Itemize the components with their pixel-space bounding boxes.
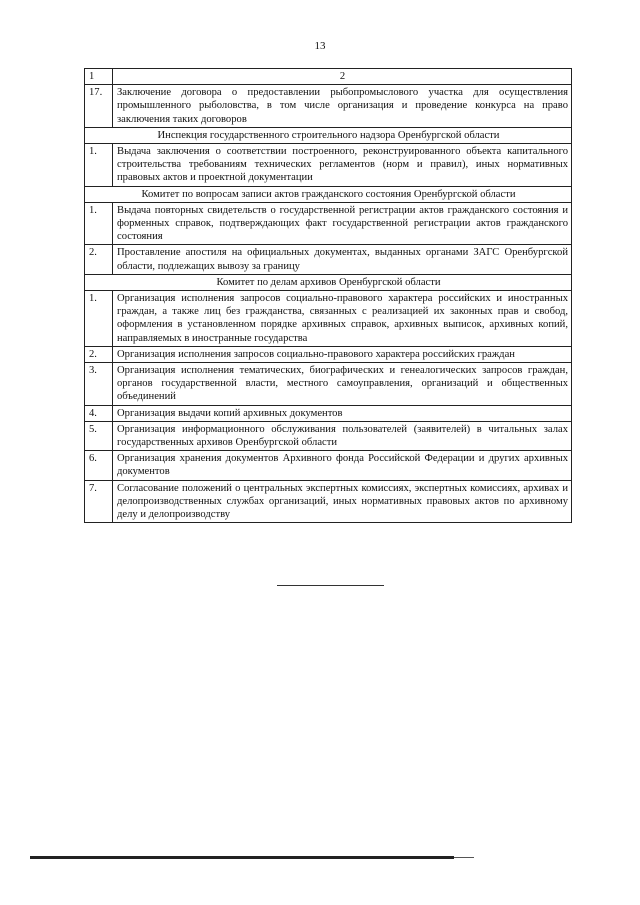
section-heading-row [85,186,572,202]
row-number: 3. [85,363,113,406]
row-number: 1. [85,291,113,347]
table-row [85,480,572,523]
table-row [85,144,572,187]
table-row [85,363,572,406]
service-description: Организация информационного обслуживания пользователей (заявителей) в читальных залах государственных архивов Оренбургской области [113,421,572,450]
service-description: Выдача заключения о соответствии построенного, реконструированного объекта капитального строительства требованиям технических регламентов (норм и правил), иных нормативных правовых актов и проектной документации [113,144,572,187]
service-description: Организация исполнения запросов социально-правового характера российских граждан [113,346,572,362]
service-description: Организация выдачи копий архивных документов [113,405,572,421]
service-description: Выдача повторных свидетельств о государственной регистрации актов гражданского состояния и форменных справок, подтверждающих факт государственной регистрации актов гражданского состояния [113,202,572,245]
row-number: 4. [85,405,113,421]
row-number: 7. [85,480,113,523]
row-number: 2. [85,245,113,274]
section-heading: Инспекция государственного строительного надзора Оренбургской области [85,127,572,143]
table-row [85,202,572,245]
services-table [84,68,572,523]
service-description: Проставление апостиля на официальных документах, выданных органами ЗАГС Оренбургской области, подлежащих вывозу за границу [113,245,572,274]
table-row [85,346,572,362]
row-number: 6. [85,451,113,480]
table-row [85,421,572,450]
scan-edge-line-tail [454,857,474,858]
section-heading: Комитет по делам архивов Оренбургской области [85,274,572,290]
section-heading-row [85,127,572,143]
service-description: Организация исполнения тематических, биографических и генеалогических запросов граждан, органов государственной власти, местного самоуправления, организаций и общественных объединений [113,363,572,406]
row-number: 1. [85,144,113,187]
service-description: Организация хранения документов Архивного фонда Российской Федерации и других архивных документов [113,451,572,480]
header-col-number: 1 [85,69,113,85]
table-row [85,451,572,480]
row-number: 1. [85,202,113,245]
section-heading: Комитет по вопросам записи актов гражданского состояния Оренбургской области [85,186,572,202]
row-number: 5. [85,421,113,450]
header-col-text: 2 [113,69,572,85]
table-row [85,405,572,421]
end-separator-line [277,585,384,586]
service-description: Заключение договора о предоставлении рыбопромыслового участка для осуществления промышленного рыболовства, в том числе организация и проведение конкурса на право заключения таких договоров [113,85,572,128]
scan-edge-line [30,856,454,859]
page-number: 13 [314,40,326,52]
table-row [85,245,572,274]
service-description: Согласование положений о центральных экспертных комиссиях, экспертных комиссиях, архивах и делопроизводственных службах организаций, иных нормативных правовых актов по архивному делу и делопроизводству [113,480,572,523]
table-row [85,291,572,347]
table-header-row [85,69,572,85]
row-number: 2. [85,346,113,362]
table-row [85,85,572,128]
row-number: 17. [85,85,113,128]
service-description: Организация исполнения запросов социально-правового характера российских и иностранных граждан, а также лиц без гражданства, связанных с реализацией их законных прав и свобод, оформления в установленном порядке архивных справок, архивных выписок, архивных копий, направляемых в иностранные государства [113,291,572,347]
section-heading-row [85,274,572,290]
